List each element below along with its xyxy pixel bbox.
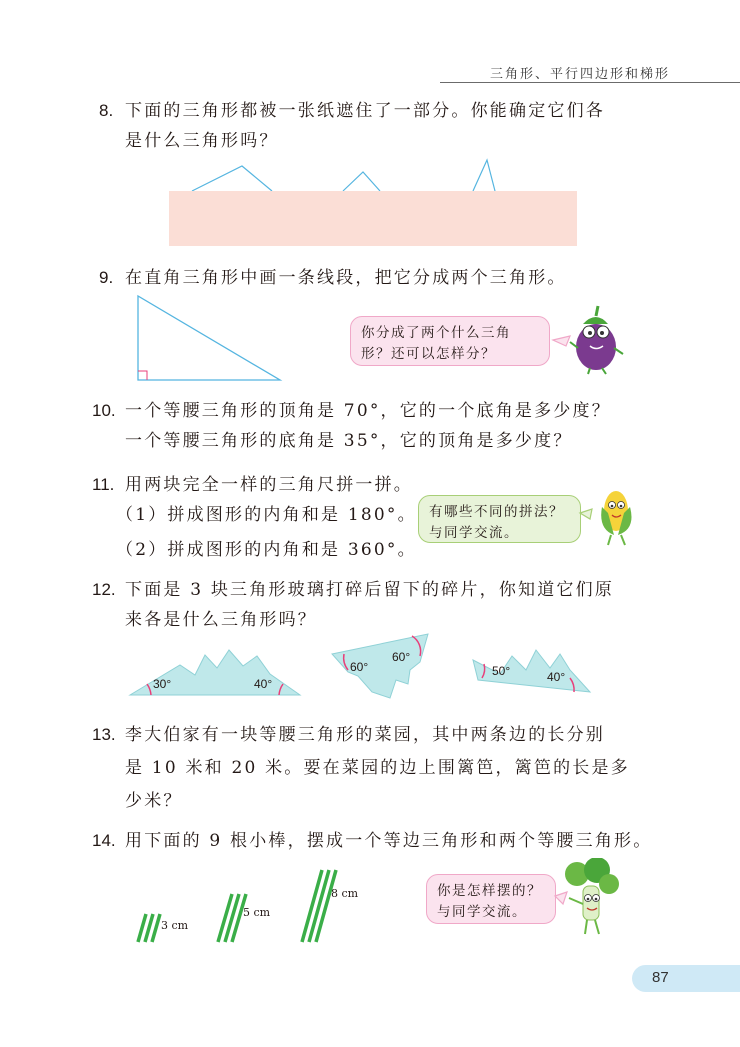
triangle-tip-3 (473, 160, 495, 191)
stick-label-5cm: 5 cm (243, 906, 271, 919)
q8-text-line1: 下面的三角形都被一张纸遮住了一部分。你能确定它们各 (125, 101, 605, 121)
vegetable-mascot-icon (553, 858, 623, 943)
q11-bubble-line2: 与同学交流。 (429, 525, 519, 541)
sticks-3cm (138, 914, 160, 942)
right-triangle (138, 296, 280, 380)
q11-sub2: （2）拼成图形的内角和是 360°。 (116, 540, 417, 560)
eggplant-mascot-icon (548, 302, 633, 377)
sticks-5cm (218, 894, 246, 942)
stick-label-3cm: 3 cm (161, 919, 189, 932)
shard3-right-angle: 40° (547, 670, 566, 684)
q10-number: 10. (92, 401, 116, 420)
q14-number: 14. (92, 831, 116, 850)
q14-bubble-line2: 与同学交流。 (437, 904, 527, 920)
q13-number: 13. (92, 725, 116, 744)
q9-bubble-line2: 形？还可以怎样分？ (361, 346, 496, 362)
q9-speech-bubble (350, 316, 550, 366)
right-angle-mark (138, 371, 147, 380)
covering-paper (169, 191, 577, 246)
chapter-title: 三角形、平行四边形和梯形 (489, 67, 670, 82)
shard2-angle-b: 60° (392, 650, 411, 664)
shard1-left-angle: 30° (153, 677, 172, 691)
q13-text-line3: 少米？ (125, 791, 183, 811)
q13-text-line1: 李大伯家有一块等腰三角形的菜园，其中两条边的长分别 (125, 725, 605, 745)
q13-text-line2: 是 10 米和 20 米。要在菜园的边上围篱笆，篱笆的长是多 (125, 758, 630, 778)
q12-text-line1: 下面是 3 块三角形玻璃打碎后留下的碎片，你知道它们原 (125, 580, 615, 600)
q12-number: 12. (92, 580, 116, 599)
q8-text-line2: 是什么三角形吗？ (125, 131, 279, 151)
q12-text-line2: 来各是什么三角形吗？ (125, 610, 317, 630)
q9-right-triangle (130, 292, 290, 384)
shard2-angle-a: 60° (350, 660, 369, 674)
glass-shard-1 (125, 640, 305, 700)
shard3-left-angle: 50° (492, 664, 511, 678)
glass-shard-3 (470, 640, 595, 700)
q11-number: 11. (92, 475, 115, 494)
stick-label-8cm: 8 cm (331, 887, 359, 900)
q11-speech-bubble (418, 495, 581, 543)
q8-number: 8. (99, 101, 114, 120)
q14-speech-bubble (426, 874, 556, 924)
header-divider (440, 82, 740, 83)
corn-mascot-icon (578, 485, 648, 550)
q11-sub1: （1）拼成图形的内角和是 180°。 (116, 505, 417, 525)
q14-text-line1: 用下面的 9 根小棒，摆成一个等边三角形和两个等腰三角形。 (125, 831, 653, 851)
page-number-tab (632, 965, 740, 992)
q10-text-line2: 一个等腰三角形的底角是 35°，它的顶角是多少度？ (125, 431, 573, 451)
q11-bubble-line1: 有哪些不同的拼法？ (429, 504, 564, 520)
q9-bubble-line1: 你分成了两个什么三角 (361, 325, 511, 341)
q11-text-line1: 用两块完全一样的三角尺拼一拼。 (125, 475, 413, 495)
glass-shard-2 (328, 632, 433, 702)
q10-text-line1: 一个等腰三角形的顶角是 70°，它的一个底角是多少度？ (125, 401, 611, 421)
shard1-right-angle: 40° (254, 677, 273, 691)
q14-bubble-line1: 你是怎样摆的？ (437, 883, 542, 899)
triangle-tip-2 (343, 172, 380, 191)
page-number: 87 (652, 969, 669, 986)
triangle-tip-1 (192, 166, 272, 191)
q9-text-line1: 在直角三角形中画一条线段，把它分成两个三角形。 (125, 268, 567, 288)
q8-covered-triangles-figure (165, 155, 585, 250)
sticks-8cm (302, 870, 336, 942)
q9-number: 9. (99, 268, 114, 287)
